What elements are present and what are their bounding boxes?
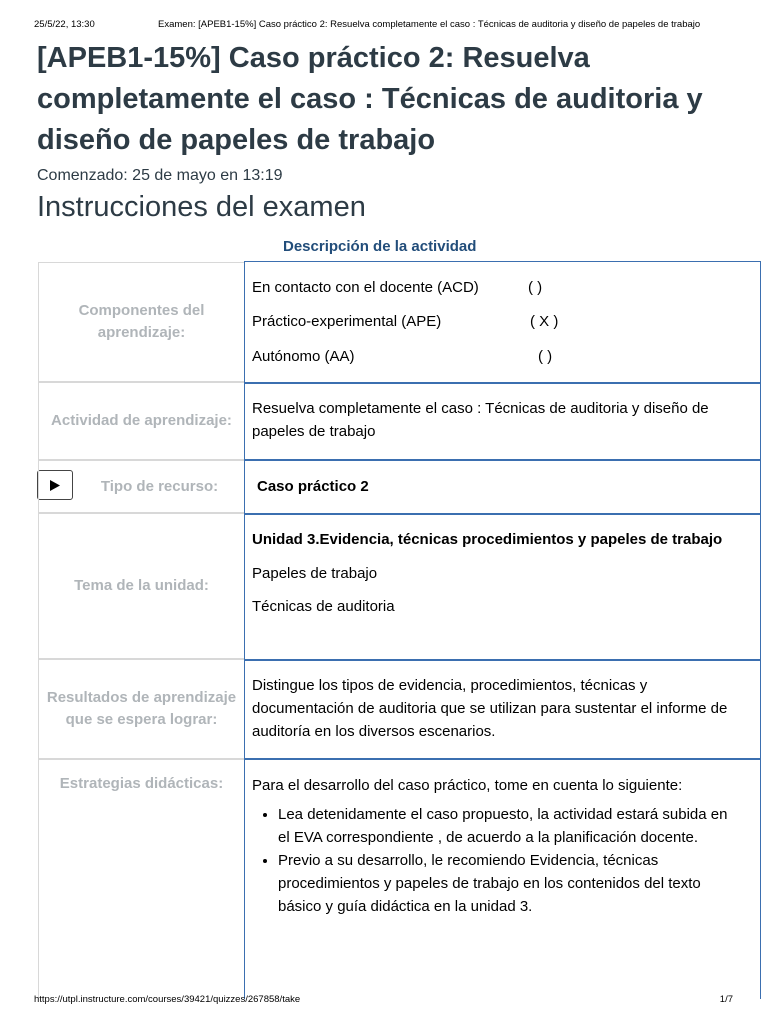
component-ape-mark: ( X ) xyxy=(530,313,559,330)
strategies-intro: Para el desarrollo del caso práctico, tome en cuenta lo siguiente: xyxy=(252,777,683,794)
learning-outcomes-cell xyxy=(244,660,761,759)
components-cell xyxy=(244,261,761,383)
component-acd-mark: ( ) xyxy=(528,279,543,296)
unit-topic-item: Técnicas de auditoria xyxy=(252,598,395,615)
unit-topic-cell xyxy=(244,514,761,660)
learning-outcomes-label: Resultados de aprendizaje que se espera lograr: xyxy=(38,659,244,759)
quiz-start-time: Comenzado: 25 de mayo en 13:19 xyxy=(37,167,283,184)
resource-type-cell xyxy=(244,460,761,514)
strategies-cell xyxy=(244,759,761,999)
unit-topic-item: Papeles de trabajo xyxy=(252,565,378,582)
print-page-title: Examen: [APEB1-15%] Caso práctico 2: Resuelva completamente el caso : Técnicas de auditoria y diseño de papeles de trabajo xyxy=(158,19,701,30)
activity-description-heading: Descripción de la actividad xyxy=(283,238,477,255)
activity-cell xyxy=(244,383,761,460)
resource-type-value: Caso práctico 2 xyxy=(257,478,369,495)
strategies-label: Estrategias didácticas: xyxy=(38,759,244,999)
print-page-number: 1/7 xyxy=(719,994,733,1005)
unit-topic-label: Tema de la unidad: xyxy=(38,513,244,659)
component-aa-mark: ( ) xyxy=(538,348,553,365)
list-item: • Previo a su desarrollo, le recomiendo Evidencia, técnicas procedimientos y papeles de trabajo en los contenidos del texto básico y guía didáctica en la unidad 3. xyxy=(278,849,730,918)
learning-outcomes-value: Distingue los tipos de evidencia, procedimientos, técnicas y documentación de auditoria que se utilizan para sustentar el informe de auditoría en los diversos escenarios. xyxy=(252,677,728,740)
strategies-list xyxy=(252,803,730,918)
instructions-heading: Instrucciones del examen xyxy=(37,191,366,223)
quiz-title: [APEB1-15%] Caso práctico 2: Resuelva completamente el caso : Técnicas de auditoria y diseño de papeles de trabajo xyxy=(37,42,703,156)
component-aa-label: Autónomo (AA) xyxy=(252,348,355,365)
component-ape-label: Práctico-experimental (APE) xyxy=(252,313,442,330)
resource-type-label: Tipo de recurso: xyxy=(38,460,244,513)
components-label: Componentes del aprendizaje: xyxy=(38,262,244,382)
activity-value: Resuelva completamente el caso : Técnicas de auditoria y diseño de papeles de trabajo xyxy=(252,400,709,440)
print-url: https://utpl.instructure.com/courses/39421/quizzes/267858/take xyxy=(34,994,301,1005)
list-item: • Lea detenidamente el caso propuesto, la actividad estará subida en el EVA correspondiente , de acuerdo a la planificación docente. xyxy=(278,803,730,849)
print-date: 25/5/22, 13:30 xyxy=(34,19,95,30)
activity-label: Actividad de aprendizaje: xyxy=(38,382,244,460)
component-acd-label: En contacto con el docente (ACD) xyxy=(252,279,479,296)
unit-title: Unidad 3.Evidencia, técnicas procedimientos y papeles de trabajo xyxy=(252,531,723,548)
print-header xyxy=(0,0,768,30)
